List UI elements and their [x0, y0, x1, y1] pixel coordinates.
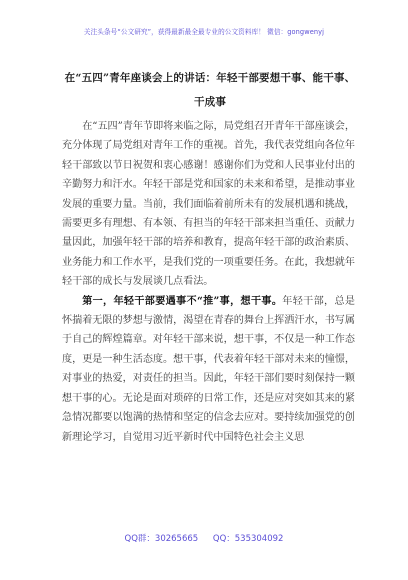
- document-title: 在“五四”青年座谈会上的讲话：年轻干部要想干事、能干事、干成事: [64, 72, 356, 108]
- paragraph-point-one: [62, 292, 355, 447]
- paragraph-intro: [62, 117, 355, 292]
- paragraph-intro-text: 在“五四”青年节即将来临之际，局党组召开青年干部座谈会，充分体现了局党组对青年工作的重视。首先，我代表党组向各位年轻干部致以节日祝贺和衷心感谢！感谢你们为党和人民事业付出的辛勤努力和汗水。年轻干部是党和国家的未来和希望，是推动事业发展的重要力量。当前，我们面临着前所未有的发展机遇和挑战，需要更多有理想、有本领、有担当的年轻干部来担当重任、贡献力量因此，加强年轻干部的培养和教育，提高年轻干部的政治素质、业务能力和工作水平，是我们党的一项重要任务。在此，我想就年轻干部的成长与发展谈几点看法。: [62, 121, 355, 288]
- footer-qq-group: QQ群：30265665: [124, 534, 199, 544]
- document-body: [62, 117, 355, 447]
- footer-contact: [0, 532, 408, 544]
- paragraph-point-one-heading: 第一，年轻干部要遇事不“推”事，想干事。: [82, 295, 283, 307]
- header-banner: 关注头条号“公文研究”，获得最新最全最专业的公文资料库！ 微信：gongwenyj: [83, 28, 325, 36]
- paragraph-point-one-text: 年轻干部，总是怀揣着无限的梦想与激情，渴望在青春的舞台上挥洒汗水，书写属于自己的辉煌篇章。对年轻干部来说，想干事，不仅是一种工作态度，更是一种生活态度。想干事，代表着年轻干部对未来的憧憬，对事业的热爱，对责任的担当。因此，年轻干部们要时刻保持一颗想干事的心。无论是面对琐碎的日常工作，还是应对突如其来的紧急情况都要以饱满的热情和坚定的信念去应对。要持续加强党的创新理论学习，自觉用习近平新时代中国特色社会主义思: [62, 295, 355, 443]
- footer-qq-number: QQ：535304092: [212, 534, 284, 544]
